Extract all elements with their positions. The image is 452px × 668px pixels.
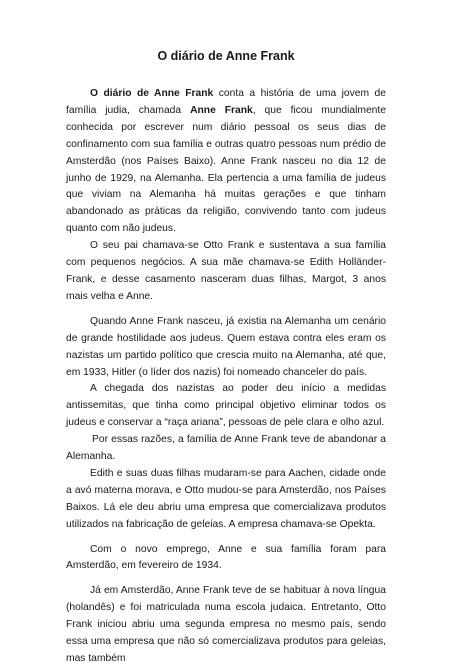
paragraph-hostility: Quando Anne Frank nasceu, já existia na Alemanha um cenário de grande hostilidade aos judeus. Quem estava contra eles eram os nazistas um partido político que crescia muito na Alemanha, até que, em 1933, Hitler (o líder dos nazis) foi nomeado chanceler do país. (66, 315, 386, 378)
paragraph-in-amsterdam: Já em Amsterdão, Anne Frank teve de se habituar à nova língua (holandês) e foi matriculada numa escola judaica. Entretanto, Otto Frank iniciou abriu uma segunda empresa no mesmo país, sendo essa uma empresa que não só comercializava produtos para geleias, mas também (66, 585, 386, 664)
paragraph-aachen-amsterdam: Edith e suas duas filhas mudaram-se para Aachen, cidade onde a avó materna morava, e Otto mudou-se para Amsterdão, nos Países Baixos. Lá ele deu abriu uma empresa que comercializava produtos utilizados na fabricação de geleias. A empresa chamava-se Opekta. (66, 467, 386, 530)
document-title: O diário de Anne Frank (157, 49, 295, 63)
paragraph-intro (66, 86, 386, 238)
paragraph-antisemitic-measures: A chegada dos nazistas ao poder deu início a medidas antissemitas, que tinha como principal objetivo eliminar todos os judeus e conservar a “raça ariana”, pessoas de pele clara e olho azul. (66, 383, 386, 429)
intro-mid-bold: Anne Frank (190, 104, 253, 116)
intro-text-b: , que ficou mundialmente conhecida por escrever num diário pessoal os seus dias de confinamento com sua família e outras quatro pessoas num prédio de Amsterdão (nos Países Baixo). Anne Frank nasceu no dia 12 de junho de 1929, na Alemanha. Ela pertencia a uma família de judeus que viviam na Alemanha há muitas gerações e que tinham abandonado as práticas da religião, convivendo tanto com judeus quanto com não judeus. (66, 104, 386, 235)
paragraph-new-job: Com o novo emprego, Anne e sua família foram para Amsterdão, em fevereiro de 1934. (66, 543, 386, 572)
paragraph-parents: O seu pai chamava-se Otto Frank e sustentava a sua família com pequenos negócios. A sua mãe chamava-se Edith Holländer-Frank, e desse casamento nasceram duas filhas, Margot, 3 anos mais velha e Anne. (66, 240, 386, 302)
paragraph-leave-germany: Por essas razões, a família de Anne Frank teve de abandonar a Alemanha. (66, 434, 386, 463)
intro-text-a: conta a história de uma jovem de família judia, chamada (66, 88, 387, 116)
intro-lead-bold: O diário de Anne Frank (90, 88, 214, 99)
